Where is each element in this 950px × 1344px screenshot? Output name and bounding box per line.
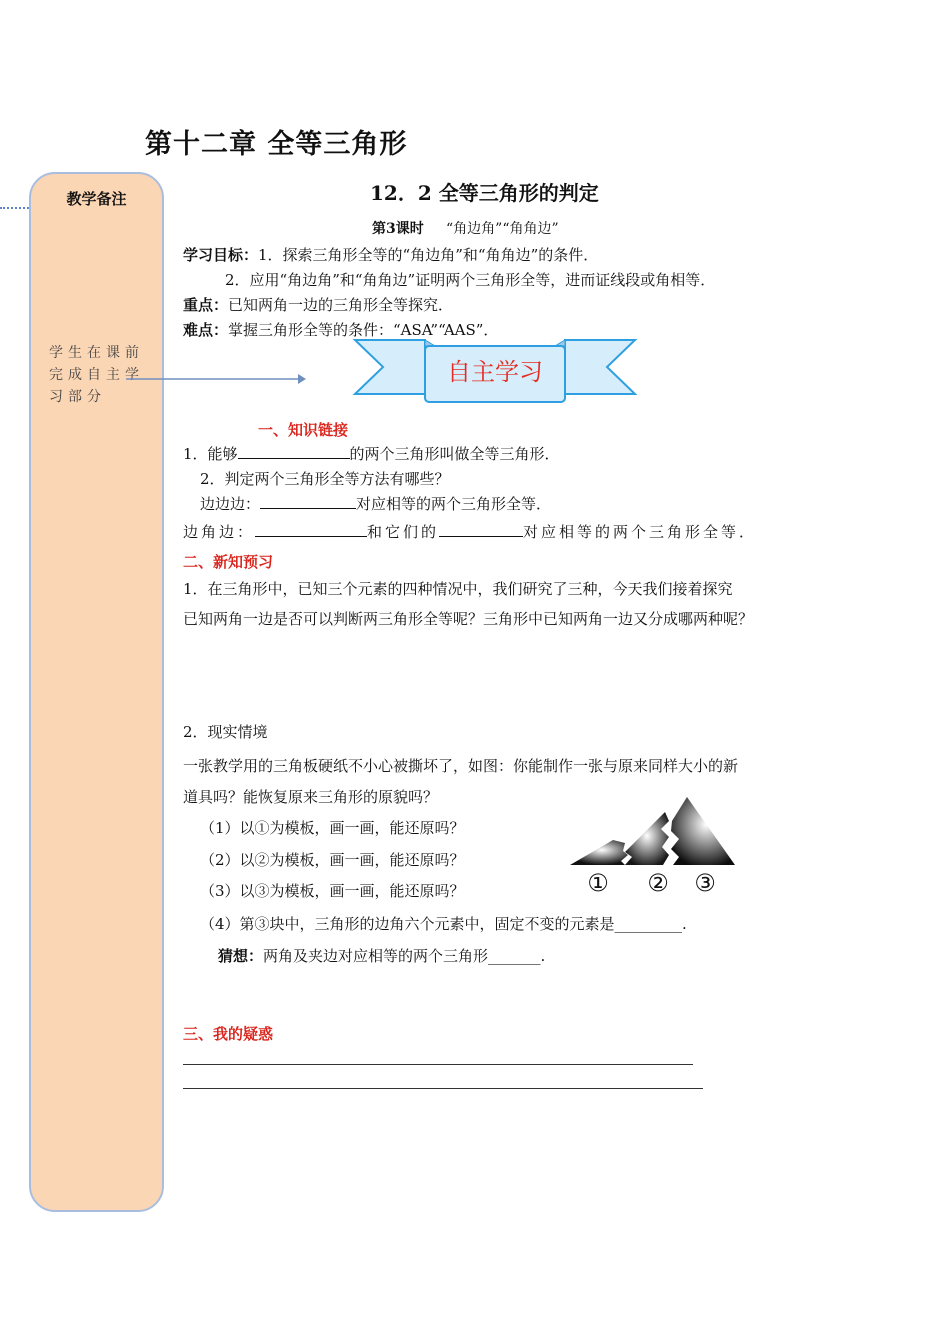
arrow-right-icon	[126, 370, 306, 390]
sas-blank-1[interactable]	[255, 522, 367, 537]
part1-title: 一、知识链接	[258, 421, 349, 439]
sss-label: 边边边：	[200, 495, 261, 513]
part2-sub4	[200, 913, 687, 934]
torn-triangle-figure	[565, 795, 740, 900]
part3-title: 三、我的疑惑	[183, 1025, 274, 1043]
fig-label-2: ②	[647, 869, 669, 897]
key-point	[183, 294, 453, 315]
part2-p2-title: 2．现实情境	[183, 723, 268, 741]
fig-label-3: ③	[694, 869, 716, 897]
part2-guess	[218, 945, 545, 966]
section-title: 12．2 全等三角形的判定	[370, 181, 599, 205]
answer-line-1[interactable]	[183, 1064, 693, 1065]
part1-q2: 2．判定两个三角形全等方法有哪些？	[200, 470, 450, 488]
lesson-topic: “角边角”“角角边”	[446, 221, 559, 237]
sss-text: 对应相等的两个三角形全等．	[356, 495, 552, 513]
guess-blank[interactable]: _______	[488, 947, 541, 965]
q1-blank[interactable]	[238, 444, 350, 459]
part2-p1-line1: 1．在三角形中，已知三个元素的四种情况中，我们研究了三种，今天我们接着探究	[183, 580, 733, 598]
part2-title: 二、新知预习	[183, 553, 274, 571]
sub4-blank[interactable]: _________	[614, 915, 683, 933]
difficulty-label: 难点：	[183, 321, 229, 339]
objective-1: 1．探索三角形全等的“角边角”和“角角边”的条件．	[258, 246, 599, 264]
sas-text: 和它们的	[367, 523, 440, 541]
sub4-text: （4）第③块中，三角形的边角六个元素中，固定不变的元素是	[200, 915, 615, 933]
part2-sub3: （3）以③为模板，画一画，能还原吗？	[200, 882, 465, 900]
piece-3	[671, 797, 735, 865]
objectives-line-1	[183, 244, 598, 265]
guess-end: .	[540, 947, 546, 965]
sas-label: 边角边：	[183, 523, 256, 541]
fig-label-1: ①	[587, 869, 609, 897]
piece-1	[570, 840, 628, 865]
sub4-end: .	[682, 915, 687, 933]
part2-sub1: （1）以①为模板，画一画，能还原吗？	[200, 819, 465, 837]
sidebar-note: 学生在课前完成自主学习部分	[49, 345, 144, 405]
sas-blank-2[interactable]	[439, 522, 523, 537]
part2-p2-line1: 一张教学用的三角板硬纸不小心被撕坏了，如图：你能制作一张与原来同样大小的新	[183, 757, 739, 775]
part1-sss	[200, 493, 551, 514]
sss-blank[interactable]	[260, 494, 356, 509]
lesson-label: 第3课时	[372, 221, 424, 237]
difficulty	[183, 319, 498, 340]
key-point-text: 已知两角一边的三角形全等探究．	[228, 296, 454, 314]
teaching-notes-sidebar	[29, 172, 164, 1212]
part1-q1	[183, 443, 560, 464]
q1-text-b: 的两个三角形叫做全等三角形．	[349, 445, 560, 463]
chapter-title: 第十二章 全等三角形	[145, 129, 408, 160]
objectives-label: 学习目标：	[183, 246, 259, 264]
part1-sas	[183, 521, 757, 542]
guess-label: 猜想：	[218, 947, 264, 965]
part2-sub2: （2）以②为模板，画一画，能还原吗？	[200, 851, 465, 869]
q1-text-a: 1．能够	[183, 445, 238, 463]
difficulty-text: 掌握三角形全等的条件：“ASA”“AAS”．	[228, 321, 499, 339]
guess-text: 两角及夹边对应相等的两个三角形	[263, 947, 489, 965]
part2-p1-line2: 已知两角一边是否可以判断两三角形全等呢？三角形中已知两角一边又分成哪两种呢？	[183, 610, 754, 628]
answer-line-2[interactable]	[183, 1088, 703, 1089]
part2-p2-line2: 道具吗？能恢复原来三角形的原貌吗？	[183, 788, 439, 806]
key-point-label: 重点：	[183, 296, 229, 314]
sas-text-end: 对应相等的两个三角形全等．	[523, 523, 758, 541]
objective-2: 2．应用“角边角”和“角角边”证明两个三角形全等，进而证线段或角相等．	[225, 271, 716, 289]
lesson-line	[372, 218, 559, 238]
piece-2	[625, 812, 669, 865]
sidebar-title: 教学备注	[66, 190, 127, 208]
banner-text: 自主学习	[447, 358, 543, 386]
